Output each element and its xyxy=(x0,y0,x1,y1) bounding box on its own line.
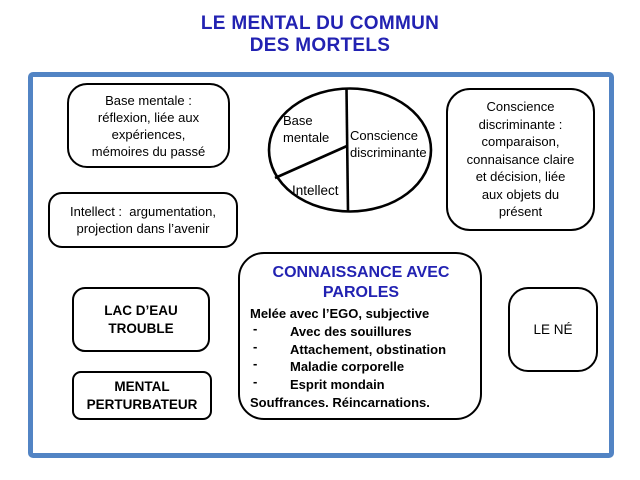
center-box-outro: Souffrances. Réincarnations. xyxy=(250,394,430,410)
bullet-text: Maladie corporelle xyxy=(290,359,405,375)
box-conscience-line: présent xyxy=(498,204,543,220)
box-intellect xyxy=(48,192,238,248)
box-conscience-line: connaisance claire xyxy=(466,151,575,167)
center-box-body xyxy=(250,305,472,412)
box-mental-line: MENTAL xyxy=(114,378,170,394)
bullet-text: Avec des souillures xyxy=(290,323,412,339)
center-box-intro: Melée avec l’EGO, subjective xyxy=(250,306,430,321)
box-conscience-line: Conscience xyxy=(486,99,555,115)
box-conscience-line: et décision, liée xyxy=(475,169,566,185)
pie-divider-diagonal xyxy=(275,146,347,178)
box-le-ne xyxy=(508,287,598,372)
bullet-dash: - xyxy=(253,338,258,354)
page-title-line1: LE MENTAL DU COMMUN xyxy=(200,13,440,34)
box-conscience-line: comparaison, xyxy=(481,134,560,150)
box-le-ne-label: LE NÉ xyxy=(533,322,573,337)
pie-label-base-mentale xyxy=(283,113,329,146)
pie-label-base-line: Base xyxy=(283,113,313,128)
bullet-dash: - xyxy=(253,356,258,372)
center-box-title-line1: CONNAISSANCE AVEC xyxy=(272,264,450,281)
box-base-mentale-line: mémoires du passé xyxy=(91,143,206,159)
bullet-text: Esprit mondain xyxy=(290,377,385,393)
bullet-text: Attachement, obstination xyxy=(290,341,447,357)
pie-divider-vertical xyxy=(347,89,349,212)
center-box-title xyxy=(250,263,472,302)
pie-label-conscience xyxy=(350,127,427,161)
box-mental-perturbateur xyxy=(72,371,212,420)
box-base-mentale-line: réflexion, liée aux xyxy=(97,109,200,125)
box-lac-deau-trouble xyxy=(72,287,210,352)
pie-label-intellect: Intellect xyxy=(292,183,339,198)
box-mental-line: PERTURBATEUR xyxy=(86,396,198,412)
page-title xyxy=(0,13,640,57)
page-title-line2: DES MORTELS xyxy=(249,35,391,56)
box-connaissance-avec-paroles xyxy=(238,252,482,420)
box-conscience-line: discriminante : xyxy=(478,116,563,132)
bullet-dash: - xyxy=(253,374,258,390)
box-conscience-discriminante xyxy=(446,88,595,231)
pie-label-base-line: mentale xyxy=(283,129,330,145)
box-base-mentale-line: Base mentale : xyxy=(105,92,192,108)
box-conscience-line: aux objets du xyxy=(481,186,560,202)
box-lac-line: TROUBLE xyxy=(108,320,174,336)
box-lac-line: LAC D’EAU xyxy=(104,302,178,318)
bullet-dash: - xyxy=(253,320,258,336)
center-box-title-line2: PAROLES xyxy=(322,283,400,301)
pie-label-conscience-line: Conscience xyxy=(350,128,418,143)
box-base-mentale-line: expériences, xyxy=(111,126,186,142)
bullet-item xyxy=(250,376,472,394)
box-base-mentale xyxy=(67,83,230,168)
box-intellect-line: Intellect : argumentation, xyxy=(70,204,216,219)
pie-label-conscience-line: discriminante xyxy=(350,145,427,160)
box-intellect-line: projection dans l’avenir xyxy=(76,221,210,236)
